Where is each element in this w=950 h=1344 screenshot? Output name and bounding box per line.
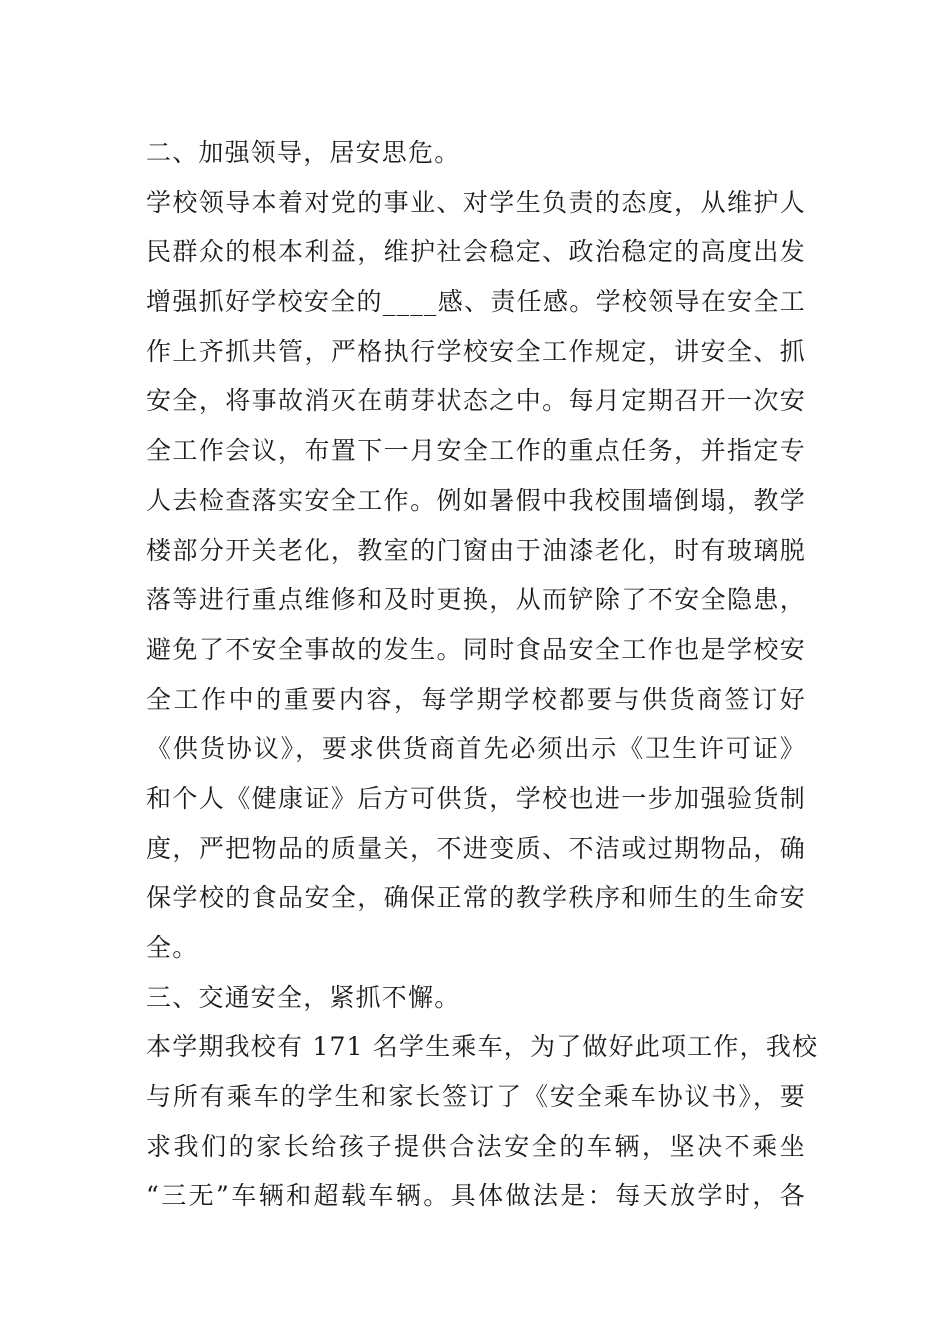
paragraph-line: 求我们的家长给孩子提供合法安全的车辆，坚决不乘坐 xyxy=(146,1131,806,1161)
paragraph-line: 度，严把物品的质量关，不进变质、不洁或过期物品，确 xyxy=(146,833,806,863)
paragraph-line: 增强抓好学校安全的____感、责任感。学校领导在安全工 xyxy=(146,287,806,317)
paragraph-line: “三无”车辆和超载车辆。具体做法是：每天放学时，各 xyxy=(146,1181,806,1211)
paragraph-line: 民群众的根本利益，维护社会稳定、政治稳定的高度出发 xyxy=(146,237,806,267)
document-body xyxy=(146,128,819,1221)
paragraph-line: 楼部分开关老化，教室的门窗由于油漆老化，时有玻璃脱 xyxy=(146,535,806,565)
paragraph-line: 保学校的食品安全，确保正常的教学秩序和师生的生命安 xyxy=(146,883,806,913)
paragraph-line: 《供货协议》，要求供货商首先必须出示《卫生许可证》 xyxy=(146,734,806,764)
paragraph-line: 避免了不安全事故的发生。同时食品安全工作也是学校安 xyxy=(146,634,806,664)
paragraph-line: 作上齐抓共管，严格执行学校安全工作规定，讲安全、抓 xyxy=(146,336,806,366)
paragraph-line: 和个人《健康证》后方可供货，学校也进一步加强验货制 xyxy=(146,783,806,813)
heading-section-3: 三、交通安全，紧抓不懈。 xyxy=(146,982,461,1012)
paragraph-line: 人去检查落实安全工作。例如暑假中我校围墙倒塌，教学 xyxy=(146,485,806,515)
paragraph-line: 与所有乘车的学生和家长签订了《安全乘车协议书》，要 xyxy=(146,1082,806,1112)
paragraph-line: 本学期我校有 171 名学生乘车，为了做好此项工作，我校 xyxy=(146,1032,819,1062)
paragraph-line: 全工作中的重要内容，每学期学校都要与供货商签订好 xyxy=(146,684,806,714)
paragraph-line: 安全，将事故消灭在萌芽状态之中。每月定期召开一次安 xyxy=(146,386,806,416)
paragraph-line: 全。 xyxy=(146,933,199,962)
paragraph-line: 全工作会议，布置下一月安全工作的重点任务，并指定专 xyxy=(146,436,806,466)
paragraph-line: 落等进行重点维修和及时更换，从而铲除了不安全隐患， xyxy=(146,585,806,615)
paragraph-line: 学校领导本着对党的事业、对学生负责的态度，从维护人 xyxy=(146,187,806,217)
heading-section-2: 二、加强领导，居安思危。 xyxy=(146,138,461,167)
